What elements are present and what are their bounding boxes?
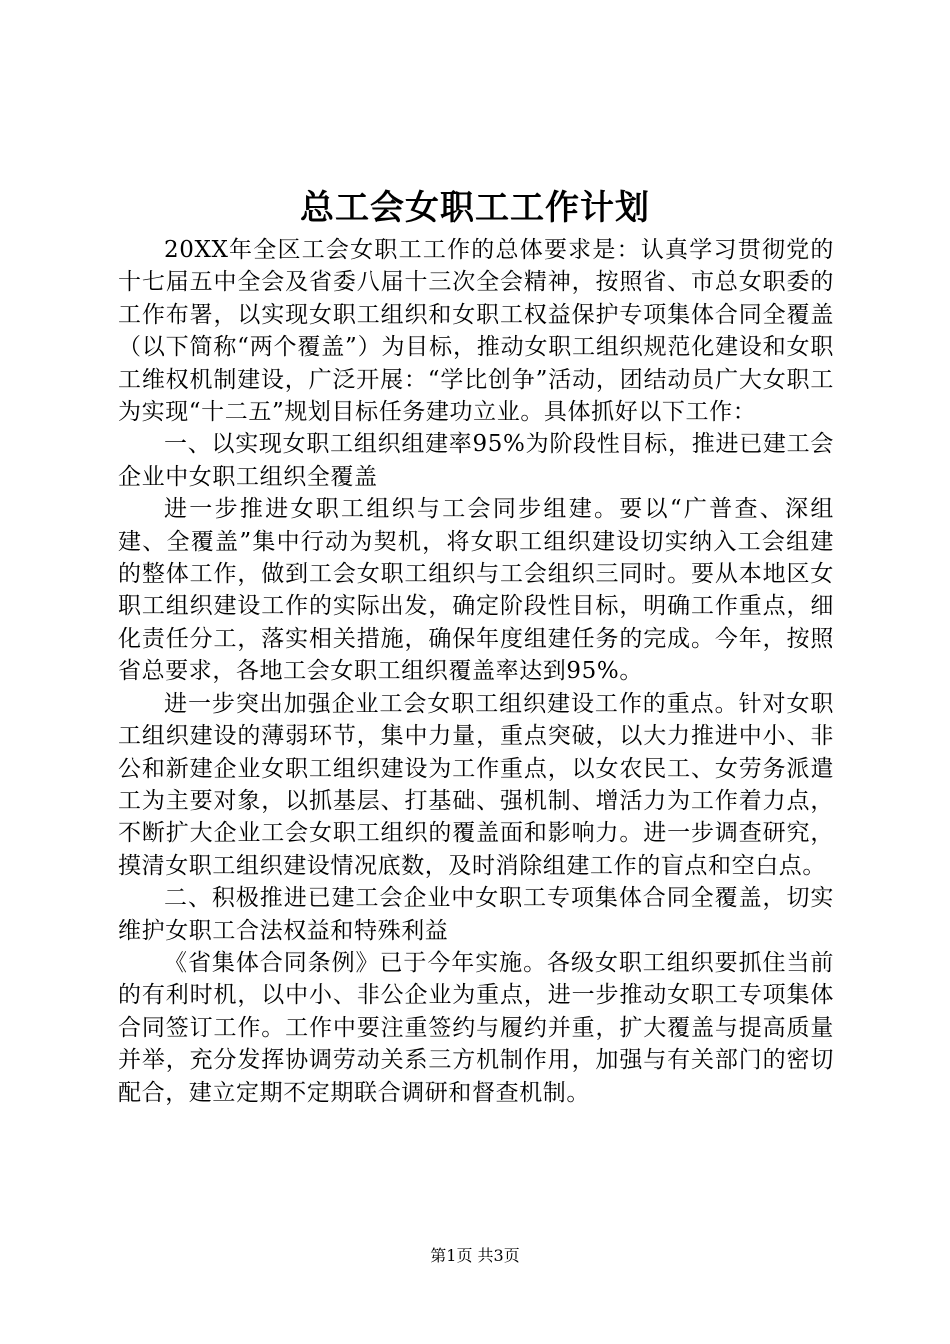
section-heading-2: 二、积极推进已建工会企业中女职工专项集体合同全覆盖，切实维护女职工合法权益和特殊利益 bbox=[118, 885, 834, 944]
paragraph-intro: 20XX年全区工会女职工工作的总体要求是：认真学习贯彻党的十七届五中全会及省委八届十三次全会精神，按照省、市总女职委的工作布署，以实现女职工组织和女职工权益保护专项集体合同全覆盖（以下简称“两个覆盖”）为目标，推动女职工组织规范化建设和女职工维权机制建设，广泛开展：“学比创争”活动，团结动员广大女职工为实现“十二五”规划目标任务建功立业。具体抓好以下工作： bbox=[118, 237, 834, 426]
document-title: 总工会女职工工作计划 bbox=[300, 188, 650, 228]
paragraph-collective-contract: 《省集体合同条例》已于今年实施。各级女职工组织要抓住当前的有利时机，以中小、非公企业为重点，进一步推动女职工专项集体合同签订工作。工作中要注重签约与履约并重，扩大覆盖与提高质量并举，充分发挥协调劳动关系三方机制作用，加强与有关部门的密切配合，建立定期不定期联合调研和督查机制。 bbox=[118, 949, 834, 1106]
page-footer: 第1页 共3页 bbox=[430, 1246, 520, 1265]
document-body bbox=[118, 234, 834, 1109]
paragraph-sync-organization: 进一步推进女职工组织与工会同步组建。要以“广普查、深组建、全覆盖”集中行动为契机，将女职工组织建设切实纳入工会组建的整体工作，做到工会女职工组织与工会组织三同时。要从本地区女职工组织建设工作的实际出发，确定阶段性目标，明确工作重点，细化责任分工，落实相关措施，确保年度组建任务的完成。今年，按照省总要求，各地工会女职工组织覆盖率达到95%。 bbox=[118, 496, 834, 685]
paragraph-enterprise-focus: 进一步突出加强企业工会女职工组织建设工作的重点。针对女职工组织建设的薄弱环节，集中力量，重点突破，以大力推进中小、非公和新建企业女职工组织建设为工作重点，以女农民工、女劳务派遣工为主要对象，以抓基层、打基础、强机制、增活力为工作着力点，不断扩大企业工会女职工组织的覆盖面和影响力。进一步调查研究，摸清女职工组织建设情况底数，及时消除组建工作的盲点和空白点。 bbox=[118, 690, 834, 879]
section-heading-1: 一、以实现女职工组织组建率95%为阶段性目标，推进已建工会企业中女职工组织全覆盖 bbox=[118, 431, 834, 490]
